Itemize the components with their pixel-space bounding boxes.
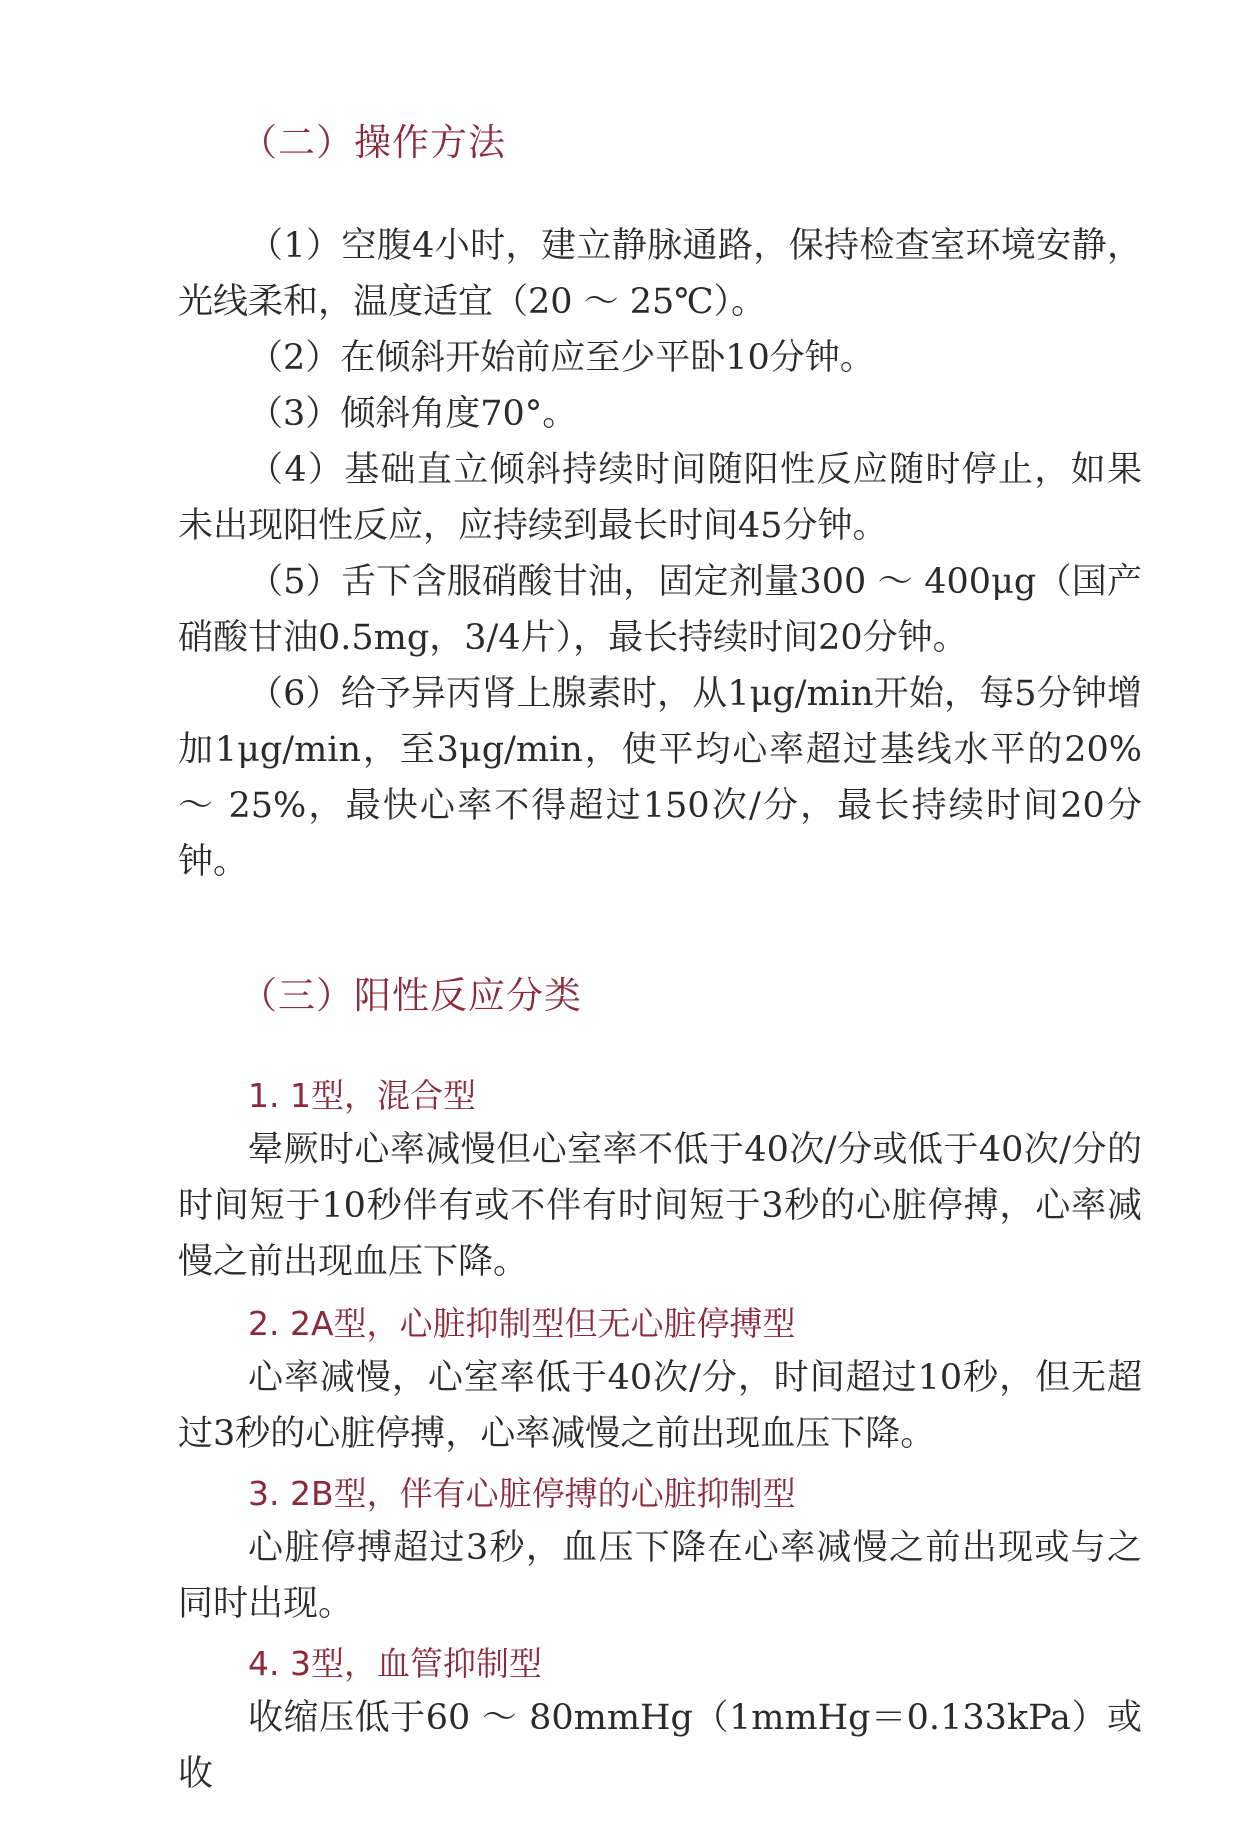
type-text: 心率减慢，心室率低于40次/分，时间超过10秒，但无超过3秒的心脏停搏，心率减慢之前出现血压下降。	[178, 1358, 1142, 1454]
section-title-operation-method: （二）操作方法	[240, 121, 506, 164]
type-text: 收缩压低于60 ～ 80mmHg（1mmHg＝0.133kPa）或收	[178, 1698, 1142, 1794]
step-paragraph: （1）空腹4小时，建立静脉通路，保持检查室环境安静，光线柔和，温度适宜（20 ～ 25℃）。	[178, 226, 1142, 322]
step-paragraph: （6）给予异丙肾上腺素时，从1μg/min开始，每5分钟增加1μg/min，至3μg/min，使平均心率超过基线水平的20% ～ 25%，最快心率不得超过150次/分，最长持续时间20分钟。	[178, 674, 1142, 882]
type-description	[178, 1520, 1142, 1632]
type-text: 心脏停搏超过3秒，血压下降在心率减慢之前出现或与之同时出现。	[178, 1528, 1142, 1624]
step-paragraph: （3）倾斜角度70°。	[248, 394, 578, 434]
type-heading: 3. 2B型，伴有心脏停搏的心脏抑制型	[248, 1474, 796, 1513]
type-heading: 2. 2A型，心脏抑制型但无心脏停搏型	[248, 1304, 796, 1343]
type-heading: 4. 3型，血管抑制型	[248, 1644, 542, 1683]
type-description	[178, 1690, 1142, 1802]
operation-steps	[178, 218, 1142, 890]
type-description	[178, 1350, 1142, 1462]
type-description	[178, 1122, 1142, 1290]
section-title-positive-response: （三）阳性反应分类	[240, 974, 582, 1017]
step-paragraph: （5）舌下含服硝酸甘油，固定剂量300 ～ 400μg（国产硝酸甘油0.5mg，3/4片），最长持续时间20分钟。	[178, 562, 1142, 658]
type-heading: 1. 1型，混合型	[248, 1076, 476, 1115]
type-text: 晕厥时心率减慢但心室率不低于40次/分或低于40次/分的时间短于10秒伴有或不伴有时间短于3秒的心脏停搏，心率减慢之前出现血压下降。	[178, 1130, 1142, 1282]
step-paragraph: （2）在倾斜开始前应至少平卧10分钟。	[248, 338, 875, 378]
step-paragraph: （4）基础直立倾斜持续时间随阳性反应随时停止，如果未出现阳性反应，应持续到最长时间45分钟。	[178, 450, 1142, 546]
